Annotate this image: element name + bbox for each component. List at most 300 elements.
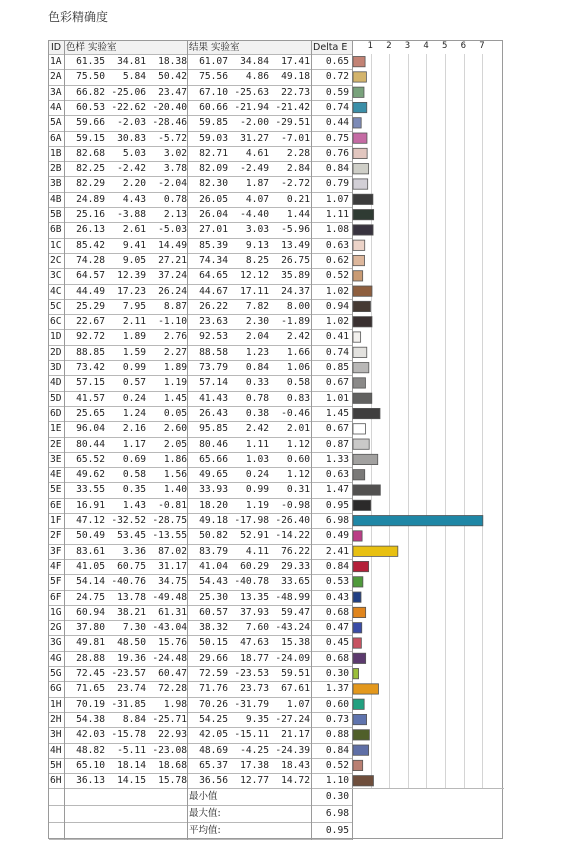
delta-e-value: 1.45 (325, 407, 349, 419)
row-id: 5E (50, 484, 62, 496)
result-lab-value: 31.27 (240, 132, 269, 144)
row-id: 3G (50, 637, 62, 649)
row-id: 2C (50, 254, 62, 266)
row-id: 6F (50, 591, 62, 603)
delta-e-bar-5A (353, 118, 361, 128)
delta-e-bar-1A (353, 57, 365, 67)
sample-lab-value: -2.04 (158, 178, 187, 190)
result-lab-value: 1.87 (245, 178, 269, 190)
result-lab-value: 49.18 (199, 515, 228, 526)
result-lab-value: -48.99 (275, 591, 310, 603)
x-tick-label-7: 7 (479, 41, 485, 51)
sample-lab-value: 0.69 (122, 453, 146, 465)
delta-e-bar-3B (353, 179, 368, 189)
result-lab-value: 0.60 (286, 453, 310, 465)
row-id: 4E (50, 469, 62, 481)
result-lab-value: 0.83 (286, 392, 310, 404)
row-id: 5G (50, 668, 62, 679)
result-lab-value: -7.01 (281, 132, 310, 144)
result-lab-value: 82.30 (199, 178, 228, 190)
delta-e-value: 0.84 (325, 163, 349, 175)
summary-value: 6.98 (325, 808, 349, 820)
result-lab-value: 17.38 (240, 759, 269, 771)
sample-lab-value: 65.10 (76, 759, 105, 771)
row-id: 2B (50, 163, 62, 175)
result-lab-value: 57.14 (199, 377, 228, 389)
result-lab-value: 0.38 (245, 407, 269, 419)
result-lab-value: 49.18 (281, 71, 310, 83)
delta-e-bar-5B (353, 210, 374, 220)
result-lab-value: 1.12 (286, 438, 310, 450)
sample-lab-value: 74.28 (76, 254, 105, 266)
sample-lab-value: 23.47 (158, 86, 187, 98)
delta-e-bar-6C (353, 317, 372, 327)
delta-e-value: 0.44 (325, 117, 349, 129)
result-lab-value: 85.39 (199, 239, 228, 251)
sample-lab-value: 0.24 (122, 392, 146, 404)
delta-e-value: 0.67 (325, 423, 349, 435)
delta-e-bar-6G (353, 684, 378, 694)
sample-lab-value: 48.50 (117, 637, 146, 649)
result-lab-value: 0.31 (286, 484, 310, 496)
row-id: 3A (50, 86, 62, 98)
sample-lab-value: 1.17 (122, 438, 146, 450)
row-id: 6B (50, 224, 62, 236)
sample-lab-value: 73.42 (76, 362, 105, 373)
sample-lab-value: -20.40 (152, 101, 187, 113)
result-lab-value: 26.75 (281, 254, 310, 266)
sample-lab-value: 82.25 (76, 163, 105, 175)
result-lab-value: 33.65 (281, 576, 310, 588)
summary-value: 0.30 (325, 791, 349, 803)
delta-e-bar-5E (353, 485, 380, 495)
sample-lab-value: 2.61 (122, 224, 146, 236)
result-lab-value: 82.09 (199, 163, 228, 175)
result-lab-value: 0.99 (245, 484, 269, 496)
sample-lab-value: 65.52 (76, 453, 105, 465)
row-id: 2G (50, 622, 62, 634)
result-lab-value: 12.12 (240, 270, 269, 282)
result-lab-value: 2.42 (286, 331, 310, 343)
delta-e-bar-1E (353, 424, 365, 434)
delta-e-value: 0.79 (325, 178, 349, 190)
result-lab-value: -40.78 (234, 576, 269, 588)
delta-e-bar-1F (353, 516, 483, 526)
result-lab-value: -24.39 (275, 744, 310, 756)
sample-lab-value: 14.49 (158, 239, 187, 251)
result-lab-value: 50.15 (199, 637, 228, 649)
sample-lab-value: 13.78 (117, 591, 146, 603)
result-lab-value: 0.21 (286, 193, 310, 205)
sample-lab-value: 17.23 (117, 285, 146, 297)
sample-lab-value: 34.81 (117, 56, 146, 67)
delta-e-value: 0.60 (325, 698, 349, 710)
delta-e-value: 0.41 (325, 331, 349, 343)
sample-lab-value: 54.14 (76, 576, 105, 588)
result-lab-value: 12.77 (240, 775, 269, 787)
result-lab-value: 17.41 (281, 56, 310, 67)
result-lab-value: 82.71 (199, 147, 228, 159)
delta-e-value: 1.47 (325, 484, 349, 496)
sample-lab-value: 0.35 (122, 484, 146, 496)
sample-lab-value: 50.49 (76, 530, 105, 542)
result-lab-value: 26.04 (199, 209, 228, 220)
row-id: 3C (50, 270, 62, 282)
delta-e-bar-4D (353, 378, 365, 388)
row-id: 1A (50, 56, 62, 67)
result-lab-value: 1.23 (245, 346, 269, 358)
result-lab-value: 67.10 (199, 86, 228, 98)
sample-lab-value: -23.57 (111, 668, 146, 679)
sample-lab-value: 4.43 (122, 193, 146, 205)
row-id: 6D (50, 407, 62, 419)
sample-lab-value: 18.14 (117, 759, 146, 771)
sample-lab-value: 0.78 (163, 193, 187, 205)
result-lab-value: 37.93 (240, 606, 269, 618)
row-id: 5B (50, 209, 62, 220)
sample-lab-value: -49.48 (152, 591, 187, 603)
sample-lab-value: 75.50 (76, 71, 105, 83)
delta-e-value: 0.65 (325, 56, 349, 67)
result-lab-value: 54.25 (199, 713, 228, 725)
result-lab-value: 88.58 (199, 346, 228, 358)
sample-lab-value: 14.15 (117, 775, 146, 787)
sample-lab-value: 70.19 (76, 698, 105, 710)
sample-lab-value: 0.05 (163, 407, 187, 419)
sample-lab-value: 22.93 (158, 729, 187, 741)
sample-lab-value: 7.30 (122, 622, 146, 634)
delta-e-bar-6H (353, 776, 373, 786)
result-lab-value: 2.28 (286, 147, 310, 159)
delta-e-value: 1.07 (325, 193, 349, 205)
delta-e-bar-3F (353, 546, 398, 556)
result-lab-value: 21.17 (281, 729, 310, 741)
sample-lab-value: -3.88 (117, 209, 146, 220)
result-lab-value: -15.11 (234, 729, 269, 741)
sample-lab-value: 22.67 (76, 316, 105, 328)
sample-lab-value: -31.85 (111, 698, 146, 710)
sample-lab-value: 59.66 (76, 117, 105, 129)
delta-e-bar-2D (353, 347, 367, 357)
sample-lab-value: 9.41 (122, 239, 146, 251)
sample-lab-value: 25.65 (76, 407, 105, 419)
delta-e-bar-5H (353, 760, 363, 770)
delta-e-bar-3D (353, 363, 369, 373)
sample-lab-value: 3.36 (122, 545, 146, 557)
result-lab-value: 70.26 (199, 698, 228, 710)
sample-lab-value: 38.21 (117, 606, 146, 618)
sample-lab-value: 49.62 (76, 469, 105, 481)
row-id: 6E (50, 499, 62, 511)
result-lab-value: 59.47 (281, 606, 310, 618)
row-id: 1B (50, 147, 62, 159)
result-lab-value: 75.56 (199, 71, 228, 83)
result-lab-value: 52.91 (240, 530, 269, 542)
result-lab-value: 76.22 (281, 545, 310, 557)
sample-lab-value: 34.75 (158, 576, 187, 588)
sample-lab-value: 87.02 (158, 545, 187, 557)
delta-e-bar-4G (353, 653, 366, 663)
result-lab-value: 1.66 (286, 346, 310, 358)
result-lab-value: 7.60 (245, 622, 269, 634)
summary-label: 平均值: (189, 825, 221, 837)
result-lab-value: 65.66 (199, 453, 228, 465)
delta-e-value: 0.72 (325, 71, 349, 83)
result-lab-value: 4.61 (245, 147, 269, 159)
sample-lab-value: 41.05 (76, 560, 105, 572)
sample-lab-value: 1.40 (163, 484, 187, 496)
result-lab-value: 41.04 (199, 560, 228, 572)
result-lab-value: 2.01 (286, 423, 310, 435)
delta-e-value: 1.11 (325, 209, 349, 220)
delta-e-value: 0.73 (325, 713, 349, 725)
delta-e-bar-2G (353, 623, 362, 633)
result-lab-value: -1.89 (281, 316, 310, 328)
sample-lab-value: 41.57 (76, 392, 105, 404)
delta-e-bar-2C (353, 255, 365, 265)
result-lab-value: 48.69 (199, 744, 228, 756)
sample-lab-value: 18.38 (158, 56, 187, 67)
delta-e-value: 0.85 (325, 362, 349, 373)
result-lab-value: 44.67 (199, 285, 228, 297)
row-id: 5C (50, 300, 62, 312)
header-delta-e: Delta E (313, 42, 348, 53)
sample-lab-value: 9.05 (122, 254, 146, 266)
result-lab-value: 61.07 (199, 56, 228, 67)
result-lab-value: 9.13 (245, 239, 269, 251)
sample-lab-value: -2.03 (117, 117, 146, 129)
sample-lab-value: -0.81 (158, 499, 187, 511)
row-id: 2A (50, 71, 62, 83)
x-tick-label-4: 4 (423, 41, 429, 51)
result-lab-value: 59.51 (281, 668, 310, 679)
result-lab-value: 80.46 (199, 438, 228, 450)
sample-lab-value: 57.15 (76, 377, 105, 389)
result-lab-value: 47.63 (240, 637, 269, 649)
row-id: 5F (50, 576, 62, 588)
result-lab-value: -21.42 (275, 101, 310, 113)
sample-lab-value: 2.76 (163, 331, 187, 343)
result-lab-value: -26.40 (275, 515, 310, 526)
sample-lab-value: 1.43 (122, 499, 146, 511)
result-lab-value: -25.63 (234, 86, 269, 98)
result-lab-value: 8.25 (245, 254, 269, 266)
result-lab-value: -27.24 (275, 713, 310, 725)
result-lab-value: 92.53 (199, 331, 228, 343)
row-id: 3D (50, 362, 62, 373)
delta-e-bar-6E (353, 500, 371, 510)
result-lab-value: 26.43 (199, 407, 228, 419)
delta-e-bar-5C (353, 301, 370, 311)
sample-lab-value: 59.15 (76, 132, 105, 144)
result-lab-value: 71.76 (199, 683, 228, 695)
delta-e-bar-5D (353, 393, 372, 403)
row-id: 1D (50, 331, 62, 343)
delta-e-bar-3H (353, 730, 369, 740)
result-lab-value: 0.33 (245, 377, 269, 389)
result-lab-value: 27.01 (199, 224, 228, 236)
sample-lab-value: 2.05 (163, 438, 187, 450)
result-lab-value: 60.57 (199, 606, 228, 618)
delta-e-bar-1G (353, 607, 366, 617)
sample-lab-value: 2.60 (163, 423, 187, 435)
sample-lab-value: 33.55 (76, 484, 105, 496)
delta-e-value: 0.88 (325, 729, 349, 741)
result-lab-value: 9.35 (245, 713, 269, 725)
x-tick-label-5: 5 (442, 41, 448, 51)
sample-lab-value: 54.38 (76, 713, 105, 725)
sample-lab-value: 2.11 (122, 316, 146, 328)
result-lab-value: 41.43 (199, 392, 228, 404)
header-sample-lab: 色样 实验室 (66, 42, 117, 53)
sample-lab-value: -25.71 (152, 713, 187, 725)
delta-e-bar-3E (353, 454, 378, 464)
result-lab-value: -2.00 (240, 117, 269, 129)
result-lab-value: 1.44 (286, 209, 310, 220)
sample-lab-value: 25.16 (76, 209, 105, 220)
result-lab-value: 49.65 (199, 469, 228, 481)
result-lab-value: 13.49 (281, 239, 310, 251)
delta-e-value: 0.67 (325, 377, 349, 389)
result-lab-value: -14.22 (275, 530, 310, 542)
sample-lab-value: 12.39 (117, 270, 146, 282)
result-lab-value: 1.07 (286, 698, 310, 710)
delta-e-bar-4B (353, 194, 373, 204)
sample-lab-value: 2.16 (122, 423, 146, 435)
result-lab-value: 54.43 (199, 576, 228, 588)
sample-lab-value: 15.76 (158, 637, 187, 649)
sample-lab-value: 23.74 (117, 683, 146, 695)
sample-lab-value: 15.78 (158, 775, 187, 787)
sample-lab-value: -32.52 (111, 515, 146, 526)
sample-lab-value: 31.17 (158, 560, 187, 572)
sample-lab-value: 61.35 (76, 56, 105, 67)
result-lab-value: -0.98 (281, 499, 310, 511)
delta-e-value: 0.62 (325, 254, 349, 266)
sample-lab-value: 92.72 (76, 331, 105, 343)
sample-lab-value: 47.12 (76, 515, 105, 526)
sample-lab-value: 72.28 (158, 683, 187, 695)
result-lab-value: 65.37 (199, 759, 228, 771)
result-lab-value: -23.53 (234, 668, 269, 679)
delta-e-bar-4E (353, 470, 365, 480)
row-id: 6A (50, 132, 62, 144)
row-id: 4D (50, 377, 62, 389)
sample-lab-value: -25.06 (111, 86, 146, 98)
result-lab-value: 0.58 (286, 377, 310, 389)
result-lab-value: 24.37 (281, 285, 310, 297)
delta-e-value: 0.52 (325, 270, 349, 282)
delta-e-bar-3C (353, 271, 363, 281)
delta-e-value: 1.08 (325, 224, 349, 236)
delta-e-bar-2E (353, 439, 369, 449)
result-lab-value: 4.07 (245, 193, 269, 205)
sample-lab-value: 50.42 (158, 71, 187, 83)
result-lab-value: 72.59 (199, 668, 228, 679)
result-lab-value: 3.03 (245, 224, 269, 236)
row-id: 2H (50, 713, 62, 725)
delta-e-value: 1.37 (325, 683, 349, 695)
sample-lab-value: -28.46 (152, 117, 187, 129)
result-lab-value: 2.04 (245, 331, 269, 343)
result-lab-value: 1.06 (286, 362, 310, 373)
result-lab-value: -29.51 (275, 117, 310, 129)
sample-lab-value: 5.03 (122, 147, 146, 159)
sample-lab-value: 30.83 (117, 132, 146, 144)
result-lab-value: 18.20 (199, 499, 228, 511)
sample-lab-value: 82.29 (76, 178, 105, 190)
delta-e-value: 0.30 (325, 668, 349, 679)
row-id: 3F (50, 545, 62, 557)
delta-e-bar-1D (353, 332, 361, 342)
sample-lab-value: 3.02 (163, 147, 187, 159)
row-id: 4A (50, 101, 62, 113)
row-id: 5D (50, 392, 62, 404)
page-title: 色彩精确度 (48, 10, 109, 24)
delta-e-value: 0.63 (325, 469, 349, 481)
sample-lab-value: 80.44 (76, 438, 105, 450)
delta-e-value: 0.49 (325, 530, 349, 542)
sample-lab-value: -43.04 (152, 622, 187, 634)
row-id: 1E (50, 423, 62, 435)
delta-e-bar-1C (353, 240, 365, 250)
sample-lab-value: -28.75 (152, 515, 187, 526)
delta-e-bar-4A (353, 102, 367, 112)
sample-lab-value: 53.45 (117, 530, 146, 542)
sample-lab-value: 26.24 (158, 285, 187, 297)
sample-lab-value: -22.62 (111, 101, 146, 113)
result-lab-value: 59.03 (199, 132, 228, 144)
sample-lab-value: -15.78 (111, 729, 146, 741)
delta-e-bar-5F (353, 577, 363, 587)
row-id: 6H (50, 775, 62, 787)
result-lab-value: -0.46 (281, 407, 310, 419)
color-accuracy-report (48, 40, 503, 839)
sample-lab-value: 36.13 (76, 775, 105, 787)
sample-lab-value: 1.89 (122, 331, 146, 343)
result-lab-value: 2.42 (245, 423, 269, 435)
result-lab-value: -24.09 (275, 652, 310, 664)
result-lab-value: 26.05 (199, 193, 228, 205)
result-lab-value: 42.05 (199, 729, 228, 741)
sample-lab-value: 28.88 (76, 652, 105, 664)
result-lab-value: -31.79 (234, 698, 269, 710)
sample-lab-value: 1.19 (163, 377, 187, 389)
delta-e-bar-2F (353, 531, 362, 541)
sample-lab-value: 66.82 (76, 86, 105, 98)
sample-lab-value: 48.82 (76, 744, 105, 756)
delta-e-value: 1.33 (325, 453, 349, 465)
result-lab-value: 35.89 (281, 270, 310, 282)
result-lab-value: -4.25 (240, 744, 269, 756)
row-id: 2F (50, 530, 62, 542)
sample-lab-value: 0.57 (122, 377, 146, 389)
result-lab-value: 64.65 (199, 270, 228, 282)
sample-lab-value: -5.11 (117, 744, 146, 756)
sample-lab-value: -24.48 (152, 652, 187, 664)
result-lab-value: 74.34 (199, 254, 228, 266)
delta-e-value: 0.74 (325, 346, 349, 358)
result-lab-value: 73.79 (199, 362, 228, 373)
delta-e-value: 6.98 (325, 515, 349, 526)
sample-lab-value: 37.24 (158, 270, 187, 282)
result-lab-value: 13.35 (240, 591, 269, 603)
delta-e-bar-6B (353, 225, 373, 235)
result-lab-value: 29.66 (199, 652, 228, 664)
sample-lab-value: 2.13 (163, 209, 187, 220)
result-lab-value: 34.84 (240, 56, 269, 67)
sample-lab-value: 44.49 (76, 285, 105, 297)
